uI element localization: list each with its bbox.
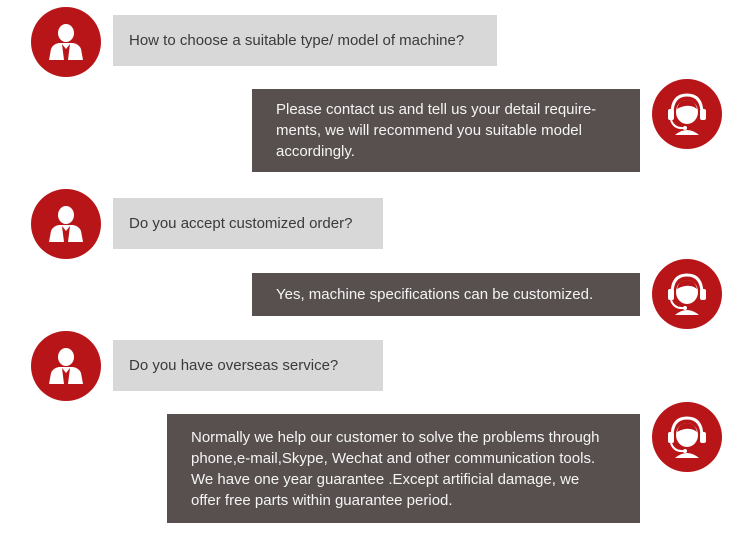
question-bubble	[113, 15, 497, 66]
answer-line: ments, we will recommend you suitable model	[276, 122, 582, 139]
question-text: Do you accept customized order?	[129, 215, 353, 232]
support-avatar	[652, 402, 722, 472]
user-icon	[31, 7, 101, 77]
answer-line: Normally we help our customer to solve the problems through	[191, 428, 600, 446]
question-bubble	[113, 198, 383, 249]
question-text: Do you have overseas service?	[129, 357, 339, 374]
answer-bubble	[252, 89, 640, 172]
answer-line: Please contact us and tell us your detail require-	[276, 101, 597, 118]
answer-bubble	[167, 414, 640, 523]
headset-agent-icon	[652, 259, 722, 329]
answer-line: accordingly.	[276, 143, 355, 160]
user-icon	[31, 189, 101, 259]
support-avatar	[652, 259, 722, 329]
customer-avatar	[31, 331, 101, 401]
question-bubble	[113, 340, 383, 391]
answer-bubble	[252, 273, 640, 316]
answer-line: Yes, machine specifications can be customized.	[276, 286, 594, 303]
answer-line: phone,e-mail,Skype, Wechat and other communication tools.	[191, 449, 596, 467]
answer-line: offer free parts within guarantee period.	[191, 491, 453, 509]
user-icon	[31, 331, 101, 401]
headset-agent-icon	[652, 402, 722, 472]
support-avatar	[652, 79, 722, 149]
customer-avatar	[31, 7, 101, 77]
answer-line: We have one year guarantee .Except artificial damage, we	[191, 470, 580, 488]
question-text: How to choose a suitable type/ model of machine?	[129, 32, 465, 49]
headset-agent-icon	[652, 79, 722, 149]
customer-avatar	[31, 189, 101, 259]
